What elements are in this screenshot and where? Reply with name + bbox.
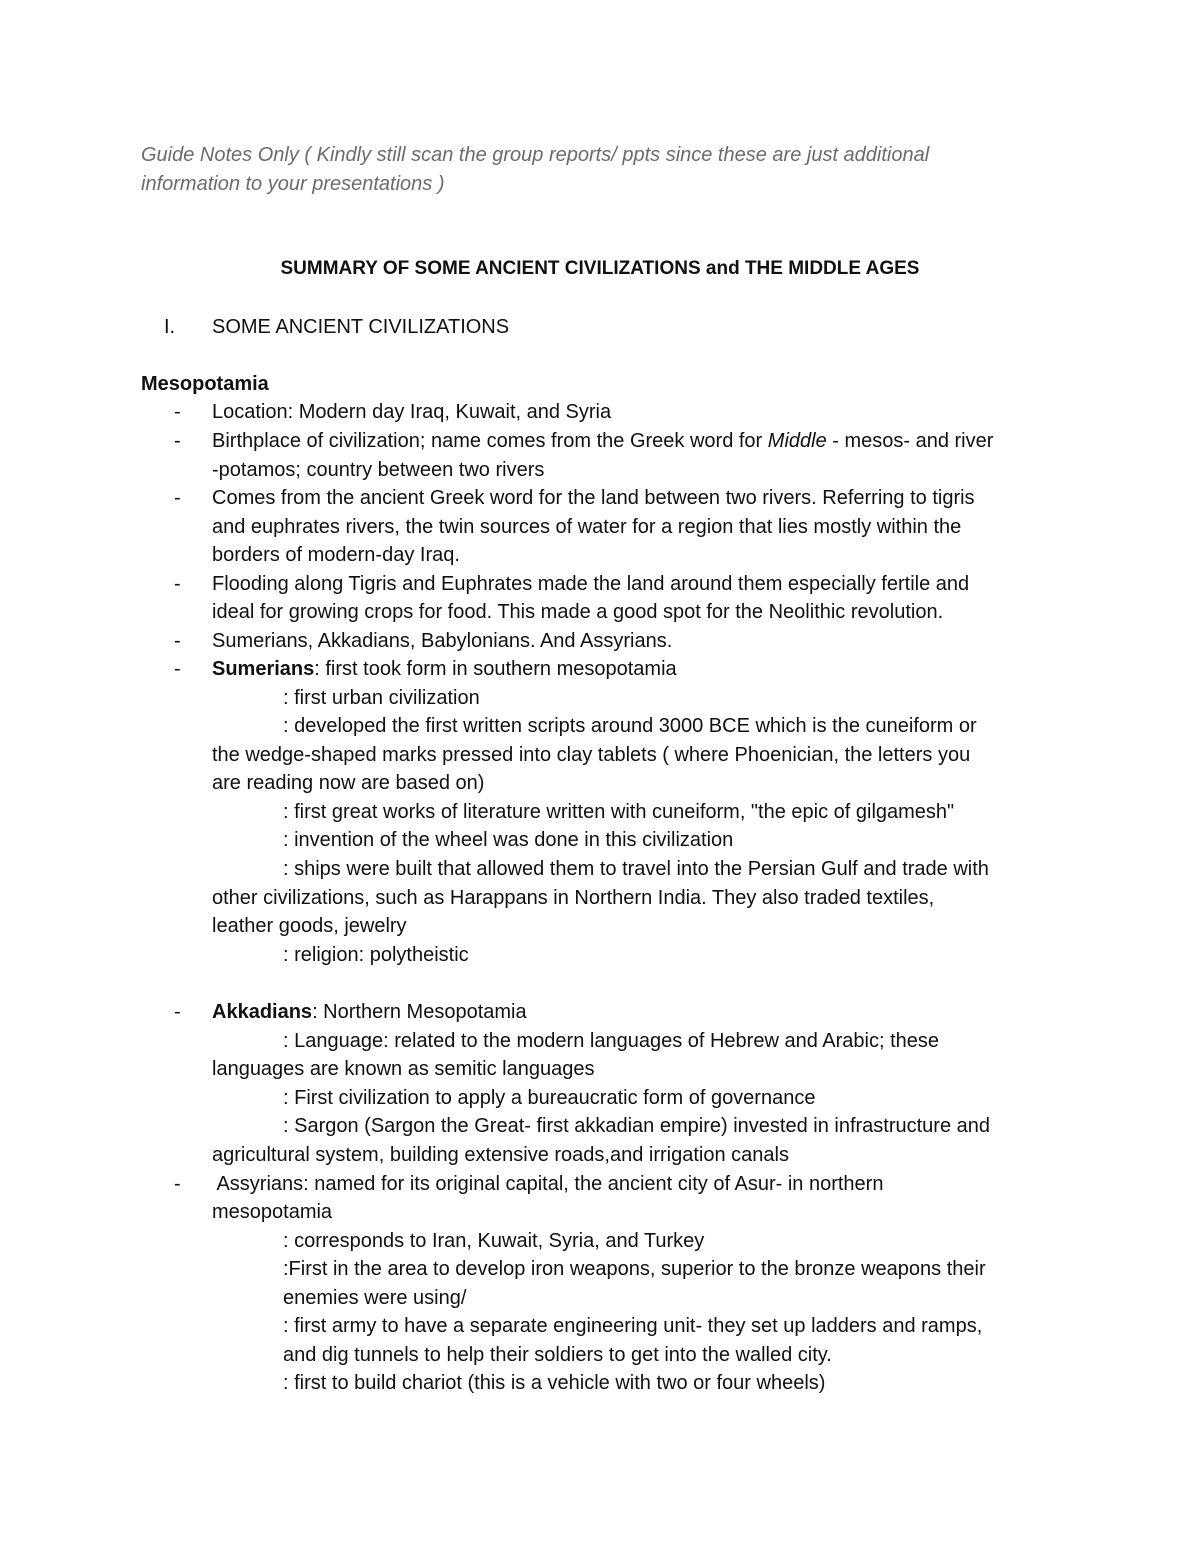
akkadians-point: : Sargon (Sargon the Great- first akkadian empire) invested in infrastructure and: [283, 1115, 991, 1137]
akkadians-intro-text: : Northern Mesopotamia: [312, 1001, 527, 1023]
sumerians-point-cont: the wedge-shaped marks pressed into clay tablets ( where Phoenician, the letters you: [212, 744, 971, 766]
sumerians-point: : first urban civilization: [283, 687, 480, 709]
bullet-dash: -: [174, 1173, 181, 1195]
assyrians-point: : corresponds to Iran, Kuwait, Syria, and Turkey: [283, 1230, 705, 1252]
mesopotamia-bullet-birthplace: [212, 427, 993, 455]
assyrians-point: : first army to have a separate engineering unit- they set up ladders and ramps,: [283, 1315, 983, 1337]
sumerians-intro-text: : first took form in southern mesopotamia: [314, 658, 677, 680]
sumerians-point-cont: other civilizations, such as Harappans in Northern India. They also traded textiles,: [212, 887, 935, 909]
akkadians-point: : Language: related to the modern languages of Hebrew and Arabic; these: [283, 1030, 940, 1052]
birthplace-emphasis: Middle: [767, 430, 827, 452]
mesopotamia-heading: Mesopotamia: [141, 373, 269, 395]
birthplace-text-a: Birthplace of civilization; name comes from the Greek word for: [212, 430, 768, 452]
akkadians-point-cont: agricultural system, building extensive roads,and irrigation canals: [212, 1144, 789, 1166]
birthplace-text-b: - mesos- and river: [826, 430, 994, 452]
guide-note-line-1: Guide Notes Only ( Kindly still scan the group reports/ ppts since these are just additional: [141, 144, 930, 166]
mesopotamia-bullet-peoples: Sumerians, Akkadians, Babylonians. And Assyrians.: [212, 630, 673, 652]
sumerians-point-cont: leather goods, jewelry: [212, 915, 407, 937]
section-numeral: I.: [164, 316, 176, 338]
mesopotamia-bullet-greek-origin: Comes from the ancient Greek word for the land between two rivers. Referring to tigris: [212, 487, 975, 509]
sumerians-point: : invention of the wheel was done in this civilization: [283, 829, 734, 851]
guide-note-line-2: information to your presentations ): [141, 173, 445, 195]
sumerians-point: : ships were built that allowed them to travel into the Persian Gulf and trade with: [283, 858, 989, 880]
sumerians-point: : developed the first written scripts around 3000 BCE which is the cuneiform or: [283, 715, 977, 737]
bullet-dash: -: [174, 430, 181, 452]
section-heading: SOME ANCIENT CIVILIZATIONS: [212, 316, 510, 338]
bullet-dash: -: [174, 487, 181, 509]
sumerians-label: Sumerians: [212, 658, 315, 680]
document-title: SUMMARY OF SOME ANCIENT CIVILIZATIONS and THE MIDDLE AGES: [280, 258, 920, 279]
mesopotamia-bullet-flooding-cont: ideal for growing crops for food. This made a good spot for the Neolithic revolution.: [212, 601, 944, 623]
mesopotamia-bullet-greek-origin-cont: and euphrates rivers, the twin sources of water for a region that lies mostly within the: [212, 516, 962, 538]
akkadians-point: : First civilization to apply a bureaucratic form of governance: [283, 1087, 816, 1109]
akkadians-label: Akkadians: [212, 1001, 313, 1023]
sumerians-point: : first great works of literature written with cuneiform, "the epic of gilgamesh": [283, 801, 955, 823]
sumerians-point-cont: are reading now are based on): [212, 772, 485, 794]
assyrians-point: :First in the area to develop iron weapons, superior to the bronze weapons their: [283, 1258, 986, 1280]
assyrians-intro: Assyrians: named for its original capital, the ancient city of Asur- in northern: [212, 1173, 884, 1195]
akkadians-point-cont: languages are known as semitic languages: [212, 1058, 595, 1080]
bullet-dash: -: [174, 573, 181, 595]
sumerians-point: : religion: polytheistic: [283, 944, 469, 966]
mesopotamia-bullet-location: Location: Modern day Iraq, Kuwait, and Syria: [212, 401, 612, 423]
bullet-dash: -: [174, 630, 181, 652]
bullet-dash: -: [174, 658, 181, 680]
mesopotamia-bullet-greek-origin-cont: borders of modern-day Iraq.: [212, 544, 460, 566]
mesopotamia-bullet-birthplace-cont: -potamos; country between two rivers: [212, 459, 545, 481]
bullet-dash: -: [174, 1001, 181, 1023]
bullet-dash: -: [174, 401, 181, 423]
assyrians-point: : first to build chariot (this is a vehicle with two or four wheels): [283, 1372, 826, 1394]
assyrians-point-cont: and dig tunnels to help their soldiers to get into the walled city.: [283, 1344, 832, 1366]
akkadians-intro: [212, 998, 527, 1026]
mesopotamia-bullet-flooding: Flooding along Tigris and Euphrates made the land around them especially fertile and: [212, 573, 970, 595]
assyrians-intro-cont: mesopotamia: [212, 1201, 333, 1223]
assyrians-point-cont: enemies were using/: [283, 1287, 467, 1309]
sumerians-intro: [212, 655, 677, 683]
